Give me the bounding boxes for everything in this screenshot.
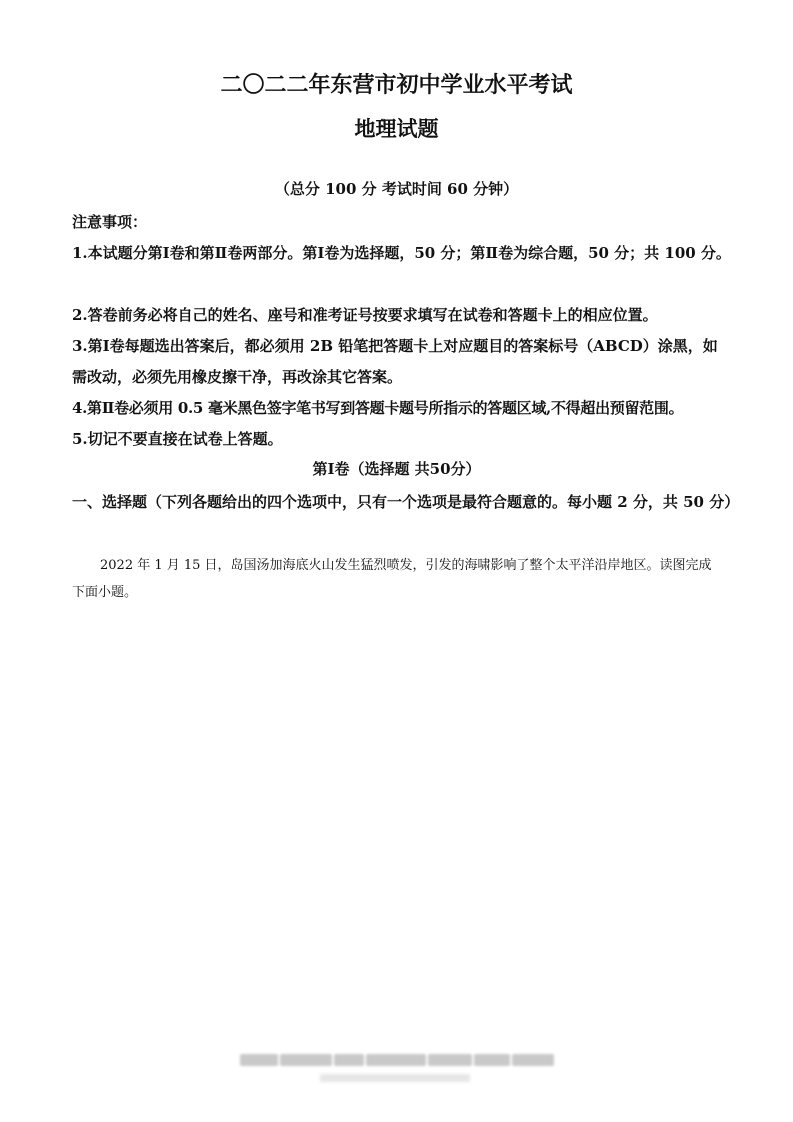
blurred-watermark bbox=[240, 1054, 556, 1072]
notes-heading: 注意事项： bbox=[72, 213, 148, 231]
note-item-5: 5.切记不要直接在试卷上答题。 bbox=[72, 430, 283, 448]
note-item-4: 4.第Ⅱ卷必须用 0.5 毫米黑色签字笔书写到答题卡题号所指示的答题区域,不得超出预留范围。 bbox=[72, 399, 684, 417]
note-item-1: 1.本试题分第Ⅰ卷和第Ⅱ卷两部分。第Ⅰ卷为选择题，50 分；第Ⅱ卷为综合题，50 分；共 100 分。 bbox=[72, 244, 731, 262]
exam-duration: （总分 100 分 考试时间 60 分钟） bbox=[274, 180, 519, 198]
part-heading: 一、选择题（下列各题给出的四个选项中，只有一个选项是最符合题意的。每小题 2 分，共 50 分） bbox=[72, 493, 740, 511]
blurred-watermark-subline bbox=[320, 1074, 470, 1082]
exam-title: 二〇二二年东营市初中学业水平考试 bbox=[220, 72, 573, 98]
note-item-2: 2.答卷前务必将自己的姓名、座号和准考证号按要求填写在试卷和答题卡上的相应位置。 bbox=[72, 306, 658, 324]
exam-subject: 地理试题 bbox=[354, 116, 439, 141]
question-material: 2022 年 1 月 15 日，岛国汤加海底火山发生猛烈喷发，引发的海啸影响了整个太平洋沿岸地区。读图完成下面小题。 bbox=[72, 558, 712, 600]
note-item-3: 3.第Ⅰ卷每题选出答案后，都必须用 2B 铅笔把答题卡上对应题目的答案标号（ABCD）涂黑，如需改动，必须先用橡皮擦干净，再改涂其它答案。 bbox=[72, 337, 718, 386]
section-title: 第Ⅰ卷（选择题 共50分） bbox=[312, 460, 481, 478]
